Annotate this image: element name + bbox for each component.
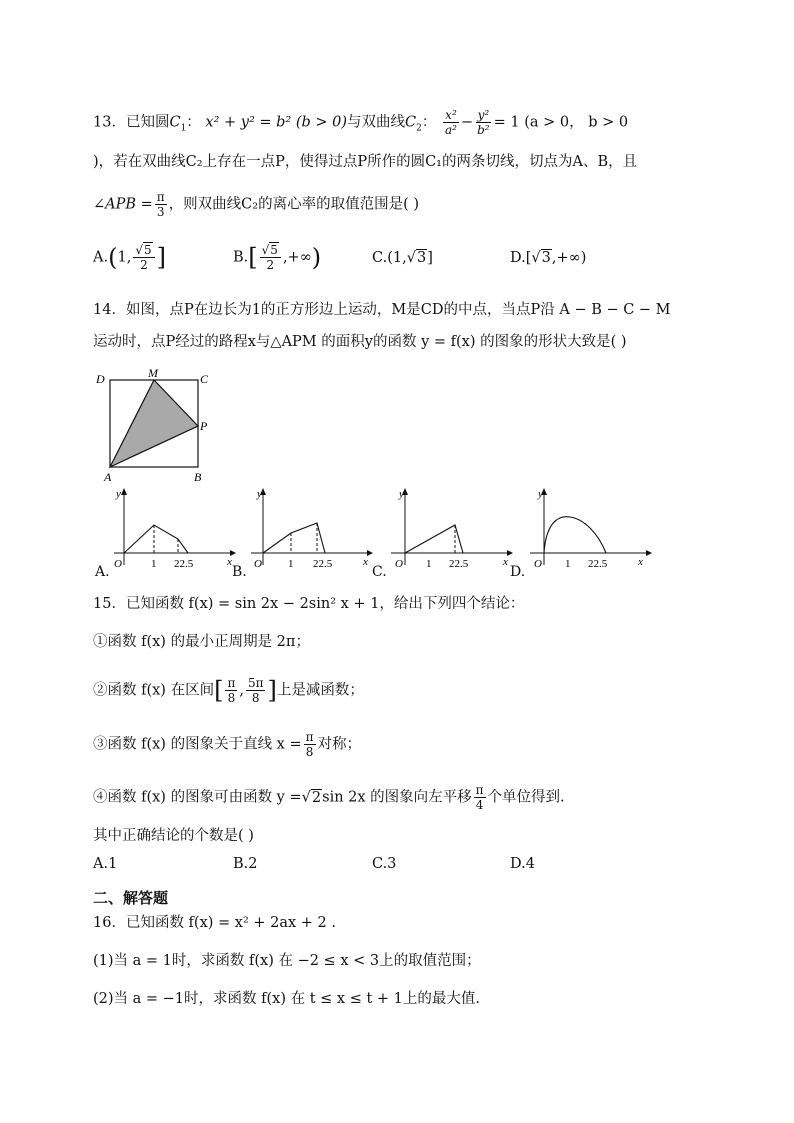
- svg-text:x: x: [227, 556, 232, 568]
- svg-text:22.5: 22.5: [174, 558, 194, 570]
- svg-text:y: y: [399, 488, 404, 500]
- q13-line2: )，若在双曲线C₂上存在一点P，使得过点P所作的圆C₁的两条切线，切点为A、B，且: [93, 154, 638, 170]
- svg-text:x: x: [363, 556, 368, 568]
- svg-text:22.5: 22.5: [313, 558, 333, 570]
- q16-line1: 16．已知函数 f(x) = x² + 2ax + 2 .: [93, 915, 337, 931]
- triangle-apm: [110, 380, 198, 467]
- svg-text:y: y: [538, 488, 543, 500]
- graph-option-a: [108, 483, 238, 578]
- q16-part-1: (1)当 a = 1时，求函数 f(x) 在 −2 ≤ x < 3上的取值范围；: [93, 953, 481, 969]
- svg-text:x: x: [503, 556, 508, 568]
- fraction-x2-a2: $\frac{\text{x²}}{\text{a²}}$: [444, 108, 457, 137]
- svg-text:y: y: [116, 488, 121, 500]
- q15-option-a: A.1: [93, 856, 118, 872]
- svg-text:1: 1: [151, 558, 157, 570]
- svg-text:22.5: 22.5: [449, 558, 469, 570]
- graph-option-b: [245, 483, 375, 578]
- q15-line1: 15．已知函数 f(x) = sin 2x − 2sin² x + 1，给出下列四个结论：: [93, 596, 525, 612]
- q15-option-d: D.4: [510, 856, 535, 872]
- label-p: P: [200, 419, 208, 433]
- circle-equation: x² + y² = b² (b > 0): [205, 114, 348, 131]
- q15-statement-2: ②函数 f(x) 在区间[ $\frac{\pi}{8}$ , $\frac{5\pi}{8}$ ]上是减函数；: [93, 676, 364, 705]
- q14-line1: 14．如图，点P在边长为1的正方形边上运动，M是CD的中点，当点P沿 A − B − C − M: [93, 302, 671, 318]
- label-m: M: [148, 366, 158, 380]
- graph-option-c: [385, 483, 515, 578]
- q13-line3: ∠APB = $\frac{\pi}{3}$ ，则双曲线C₂的离心率的取值范围是( ): [93, 190, 420, 219]
- label-a: A: [104, 470, 112, 484]
- svg-text:O: O: [114, 558, 122, 570]
- q13-option-c: C.(1,√3]: [372, 250, 433, 266]
- label-c: C: [200, 372, 209, 386]
- graph-option-d: [524, 483, 654, 578]
- q13-option-b: B.[ $\frac{√5}{2}$ ,+∞): [233, 243, 322, 272]
- q13-option-d: D.[√3,+∞): [510, 250, 587, 266]
- label-b: B: [194, 470, 202, 484]
- svg-text:O: O: [254, 558, 262, 570]
- svg-text:O: O: [534, 558, 542, 570]
- svg-text:22.5: 22.5: [588, 558, 608, 570]
- q14-line2: 运动时，点P经过的路程x与△APM 的面积y的函数 y = f(x) 的图象的形状大致是( ): [93, 334, 627, 350]
- svg-text:O: O: [395, 558, 403, 570]
- q13-line1: 13．已知圆$C_1$： x² + y² = b² (b > 0)与双曲线$C_2$： $\frac{\text{x²}}{\text{a²}}$ − $\frac{\text{y²}}{\text{b²}}$ = 1 (a > 0， b > 0: [93, 108, 629, 137]
- q13-option-a: A.(1, $\frac{√5}{2}$ ]: [93, 243, 166, 272]
- svg-text:x: x: [638, 556, 643, 568]
- fraction-pi-3: $\frac{\pi}{3}$: [156, 190, 165, 219]
- q15-option-b: B.2: [233, 856, 258, 872]
- q15-statement-1: ①函数 f(x) 的最小正周期是 2π；: [93, 634, 310, 650]
- q15-statement-3: ③函数 f(x) 的图象关于直线 x = $\frac{\pi}{8}$ 对称；: [93, 730, 362, 759]
- square-figure: [90, 362, 220, 487]
- section-heading: 二、解答题: [93, 889, 169, 907]
- svg-text:y: y: [257, 488, 262, 500]
- q15-question: 其中正确结论的个数是( ): [93, 828, 254, 844]
- fraction-y2-b2: $\frac{\text{y²}}{\text{b²}}$: [477, 108, 490, 137]
- q16-part-2: (2)当 a = −1时，求函数 f(x) 在 t ≤ x ≤ t + 1上的最大值.: [93, 991, 480, 1007]
- graph-label-b: B.: [232, 564, 247, 580]
- q15-option-c: C.3: [372, 856, 397, 872]
- graph-label-a: A.: [95, 564, 110, 580]
- graph-label-c: C.: [372, 564, 387, 580]
- q15-statement-4: ④函数 f(x) 的图象可由函数 y =√2sin 2x 的图象向左平移 $\frac{\pi}{4}$ 个单位得到.: [93, 783, 565, 812]
- svg-text:1: 1: [288, 558, 294, 570]
- svg-text:1: 1: [565, 558, 571, 570]
- graph-label-d: D.: [510, 564, 526, 580]
- svg-text:1: 1: [426, 558, 432, 570]
- label-d: D: [96, 372, 105, 386]
